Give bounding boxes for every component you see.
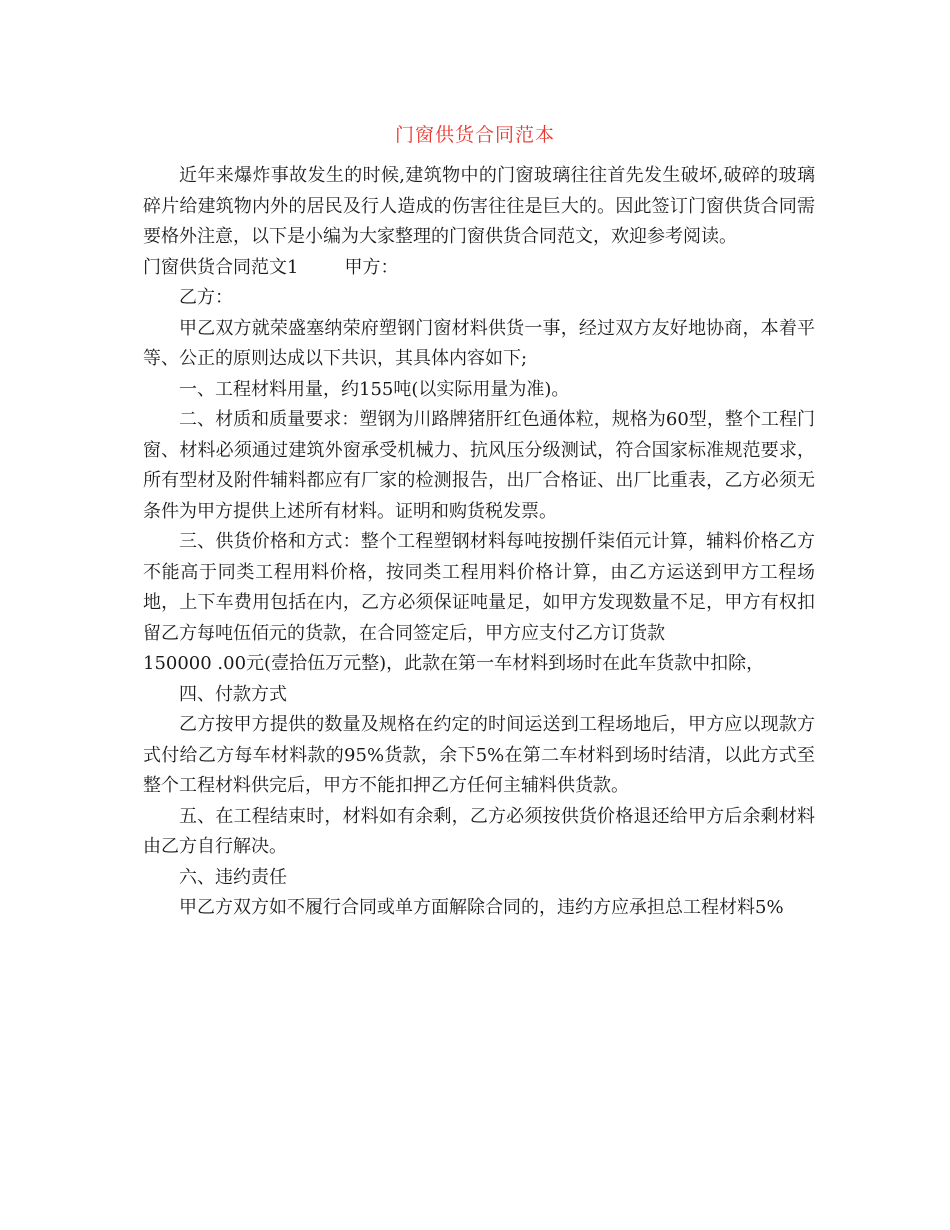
document-title: 门窗供货合同范本: [394, 124, 555, 146]
sample-heading-line: [143, 253, 815, 284]
document-body: [143, 161, 815, 924]
clause-1: 一、工程材料用量，约155吨(以实际用量为准)。: [179, 378, 570, 400]
party-b-label: 乙方：: [179, 287, 233, 308]
sample-heading: 门窗供货合同范文1: [143, 256, 299, 278]
clause-6-heading: 六、违约责任: [179, 866, 287, 888]
intro-paragraph: 近年来爆炸事故发生的时候,建筑物中的门窗玻璃往往首先发生破坏,破碎的玻璃碎片给建筑物内外的居民及行人造成的伤害往往是巨大的。因此签订门窗供货合同需要格外注意，以下是小编为大家整理的门窗供货合同范文，欢迎参考阅读。: [143, 165, 815, 247]
clause-4-body: 乙方按甲方提供的数量及规格在约定的时间运送到工程场地后，甲方应以现款方式付给乙方每车材料款的95%货款，余下5%在第二车材料到场时结清，以此方式至整个工程材料供完后，甲方不能扣押乙方任何主辅料供货款。: [143, 714, 815, 796]
clause-5: 五、在工程结束时，材料如有余剩，乙方必须按供货价格退还给甲方后余剩材料由乙方自行解决。: [143, 805, 815, 857]
clause-3: 三、供货价格和方式：整个工程塑钢材料每吨按捌仟柒佰元计算，辅料价格乙方不能高于同类工程用料价格，按同类工程用料价格计算，由乙方运送到甲方工程场地，上下车费用包括在内，乙方必须保证吨量足，如甲方发现数量不足，甲方有权扣留乙方每吨伍佰元的货款，在合同签定后，甲方应支付乙方订货款: [143, 531, 815, 644]
clause-3-continuation: 150000 .00元(壹拾伍万元整)，此款在第一车材料到场时在此车货款中扣除，: [143, 653, 765, 674]
preamble-paragraph: 甲乙双方就荣盛塞纳荣府塑钢门窗材料供货一事，经过双方友好地协商，本着平等、公正的原则达成以下共识，其具体内容如下;: [143, 317, 815, 369]
clause-2: 二、材质和质量要求：塑钢为川路牌猪肝红色通体粒，规格为60型，整个工程门窗、材料必须通过建筑外窗承受机械力、抗风压分级测试，符合国家标准规范要求，所有型材及附件辅料都应有厂家的检测报告，出厂合格证、出厂比重表，乙方必须无条件为甲方提供上述所有材料。证明和购货税发票。: [143, 409, 815, 522]
clause-4-heading: 四、付款方式: [179, 683, 287, 705]
party-a-label: 甲方：: [344, 256, 399, 278]
clause-6-body: 甲乙方双方如不履行合同或单方面解除合同的，违约方应承担总工程材料5%: [179, 897, 784, 918]
